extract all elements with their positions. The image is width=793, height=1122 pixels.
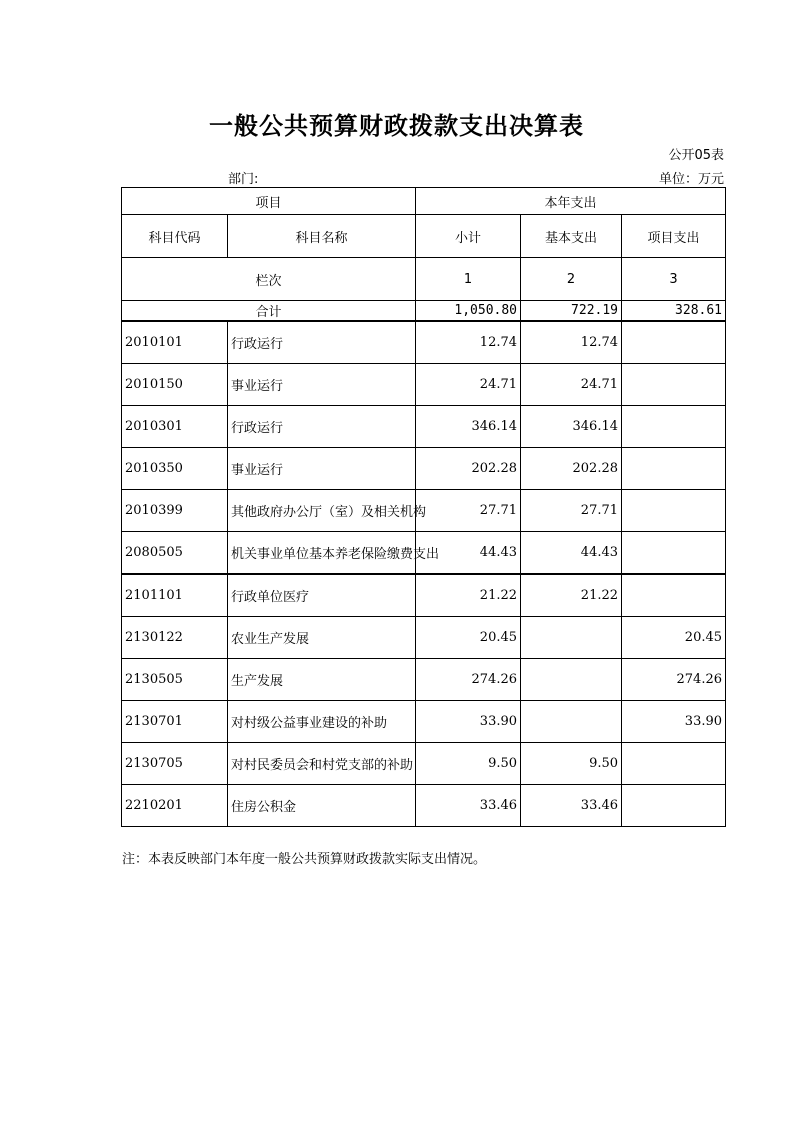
total-subtotal: 1,050.80 bbox=[416, 301, 521, 322]
seq-label: 栏次 bbox=[122, 258, 416, 301]
seq-3: 3 bbox=[622, 258, 726, 301]
unit-label: 单位：万元 bbox=[658, 172, 724, 187]
row-project bbox=[622, 490, 726, 532]
row-name: 行政运行 bbox=[228, 406, 416, 448]
department-label: 部门: bbox=[228, 172, 259, 187]
row-project bbox=[622, 448, 726, 490]
form-number: 公开05表 bbox=[668, 148, 724, 163]
table-row bbox=[122, 617, 726, 659]
row-subtotal: 202.28 bbox=[416, 448, 521, 490]
row-project: 20.45 bbox=[622, 617, 726, 659]
row-name: 对村级公益事业建设的补助 bbox=[228, 701, 416, 743]
row-basic: 44.43 bbox=[521, 532, 622, 575]
row-code: 2080505 bbox=[122, 532, 228, 575]
row-basic bbox=[521, 659, 622, 701]
row-code: 2130122 bbox=[122, 617, 228, 659]
row-subtotal: 12.74 bbox=[416, 321, 521, 364]
header-row-1 bbox=[122, 188, 726, 215]
row-subtotal: 44.43 bbox=[416, 532, 521, 575]
header-subtotal: 小计 bbox=[416, 215, 521, 258]
row-basic: 12.74 bbox=[521, 321, 622, 364]
table-row bbox=[122, 364, 726, 406]
row-name: 行政运行 bbox=[228, 321, 416, 364]
total-basic: 722.19 bbox=[521, 301, 622, 322]
header-row-2 bbox=[122, 215, 726, 258]
row-project bbox=[622, 364, 726, 406]
row-basic: 27.71 bbox=[521, 490, 622, 532]
row-subtotal: 21.22 bbox=[416, 574, 521, 617]
row-name: 农业生产发展 bbox=[228, 617, 416, 659]
header-row-seq bbox=[122, 258, 726, 301]
table-row bbox=[122, 785, 726, 827]
row-code: 2010150 bbox=[122, 364, 228, 406]
row-subtotal: 274.26 bbox=[416, 659, 521, 701]
row-name: 住房公积金 bbox=[228, 785, 416, 827]
row-code: 2010101 bbox=[122, 321, 228, 364]
page-title: 一般公共预算财政拨款支出决算表 bbox=[209, 112, 584, 140]
row-name: 其他政府办公厅（室）及相关机构 bbox=[228, 490, 416, 532]
table-row bbox=[122, 743, 726, 785]
row-project: 274.26 bbox=[622, 659, 726, 701]
table-row bbox=[122, 448, 726, 490]
row-basic: 24.71 bbox=[521, 364, 622, 406]
row-basic: 346.14 bbox=[521, 406, 622, 448]
table-row bbox=[122, 490, 726, 532]
header-code: 科目代码 bbox=[122, 215, 228, 258]
row-subtotal: 9.50 bbox=[416, 743, 521, 785]
row-project: 33.90 bbox=[622, 701, 726, 743]
row-basic: 33.46 bbox=[521, 785, 622, 827]
seq-1: 1 bbox=[416, 258, 521, 301]
header-project: 项目支出 bbox=[622, 215, 726, 258]
row-basic: 21.22 bbox=[521, 574, 622, 617]
header-item: 项目 bbox=[122, 188, 416, 215]
row-code: 2101101 bbox=[122, 574, 228, 617]
total-row bbox=[122, 301, 726, 322]
row-basic bbox=[521, 617, 622, 659]
total-project: 328.61 bbox=[622, 301, 726, 322]
row-basic bbox=[521, 701, 622, 743]
row-name: 机关事业单位基本养老保险缴费支出 bbox=[228, 532, 416, 575]
header-basic: 基本支出 bbox=[521, 215, 622, 258]
total-label: 合计 bbox=[122, 301, 416, 322]
table-row bbox=[122, 321, 726, 364]
header-name: 科目名称 bbox=[228, 215, 416, 258]
table-row bbox=[122, 659, 726, 701]
row-project bbox=[622, 532, 726, 575]
row-basic: 202.28 bbox=[521, 448, 622, 490]
row-project bbox=[622, 785, 726, 827]
row-subtotal: 27.71 bbox=[416, 490, 521, 532]
row-project bbox=[622, 574, 726, 617]
row-subtotal: 24.71 bbox=[416, 364, 521, 406]
row-name: 事业运行 bbox=[228, 448, 416, 490]
row-project bbox=[622, 743, 726, 785]
row-code: 2130701 bbox=[122, 701, 228, 743]
footnote: 注：本表反映部门本年度一般公共预算财政拨款实际支出情况。 bbox=[122, 852, 487, 867]
seq-2: 2 bbox=[521, 258, 622, 301]
row-code: 2130705 bbox=[122, 743, 228, 785]
row-subtotal: 346.14 bbox=[416, 406, 521, 448]
table-row bbox=[122, 574, 726, 617]
row-code: 2010350 bbox=[122, 448, 228, 490]
expenditure-table bbox=[121, 187, 726, 827]
header-current-year: 本年支出 bbox=[416, 188, 726, 215]
row-code: 2010301 bbox=[122, 406, 228, 448]
row-name: 事业运行 bbox=[228, 364, 416, 406]
table-row bbox=[122, 532, 726, 575]
row-project bbox=[622, 406, 726, 448]
table-row bbox=[122, 701, 726, 743]
table-row bbox=[122, 406, 726, 448]
row-subtotal: 20.45 bbox=[416, 617, 521, 659]
row-name: 生产发展 bbox=[228, 659, 416, 701]
row-code: 2210201 bbox=[122, 785, 228, 827]
row-code: 2130505 bbox=[122, 659, 228, 701]
row-project bbox=[622, 321, 726, 364]
row-basic: 9.50 bbox=[521, 743, 622, 785]
row-subtotal: 33.46 bbox=[416, 785, 521, 827]
row-name: 行政单位医疗 bbox=[228, 574, 416, 617]
row-subtotal: 33.90 bbox=[416, 701, 521, 743]
row-name: 对村民委员会和村党支部的补助 bbox=[228, 743, 416, 785]
row-code: 2010399 bbox=[122, 490, 228, 532]
